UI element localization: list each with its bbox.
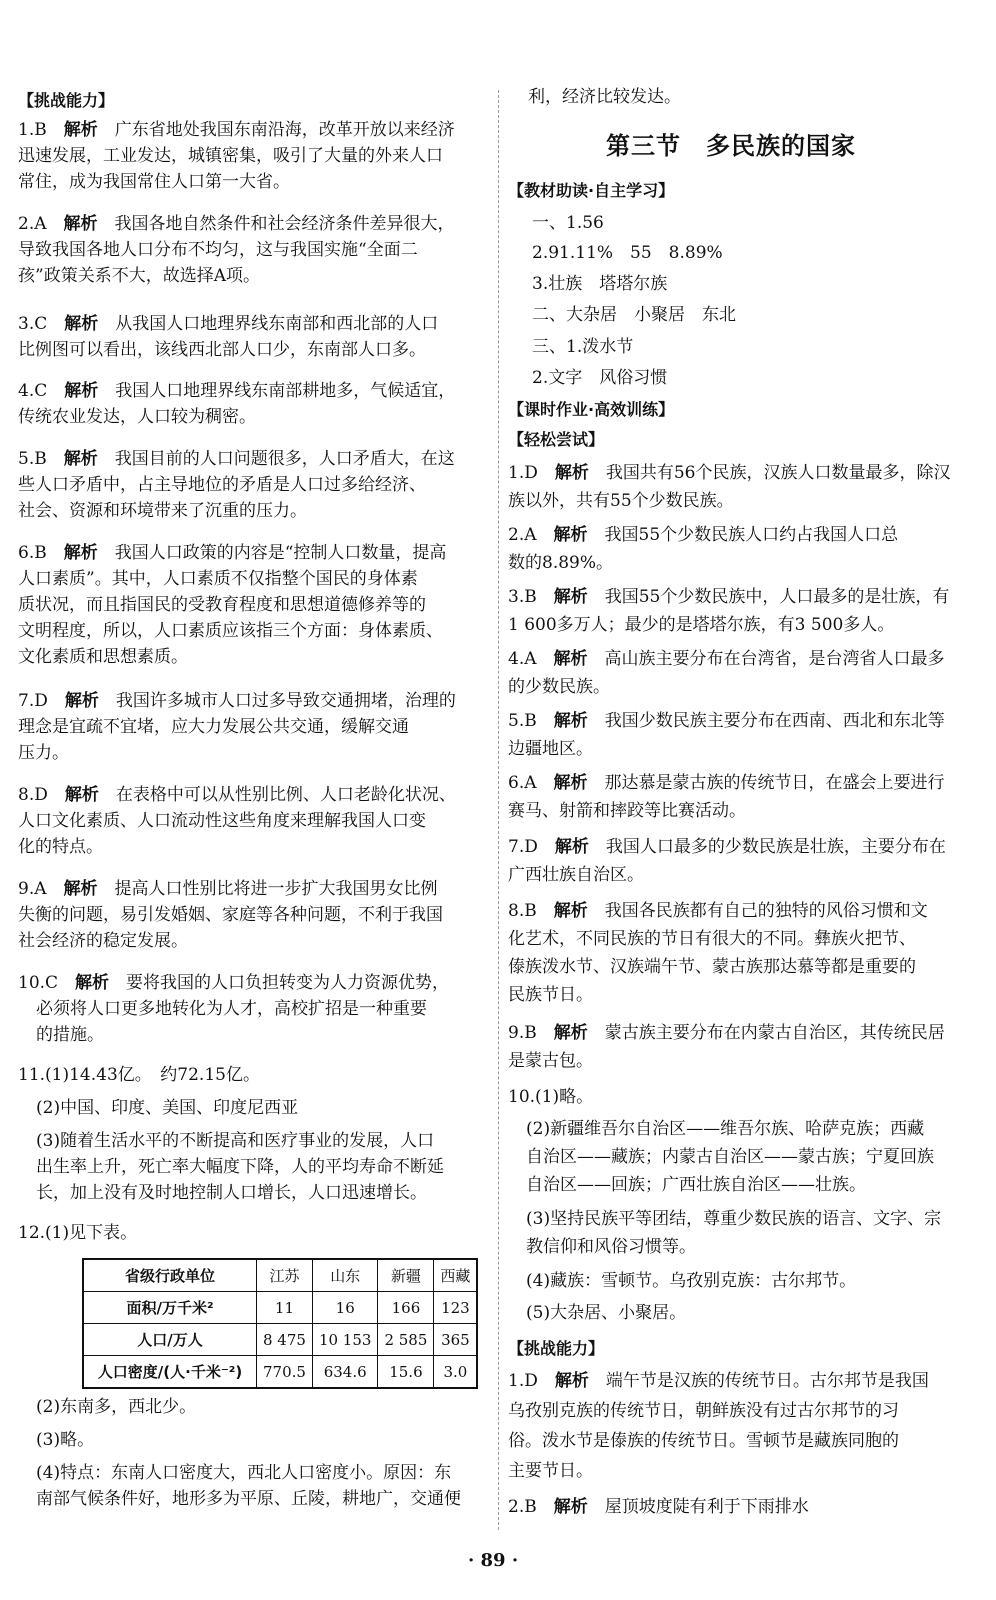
answer-12-part3: (3)略。 [36,1430,95,1450]
answer-6-line: 文化素质和思想素质。 [18,647,188,667]
answer-12-part4-line: 南部气候条件好，地形多为平原、丘陵，耕地广，交通便 [36,1489,461,1509]
answer-3: 3.C 解析 从我国人口地理界线东南部和西北部的人口 [18,314,439,334]
answer-7-line: 理念是宜疏不宜堵，应大力发展公共交通，缓解交通 [18,717,409,737]
answer-5: 5.B 解析 我国目前的人口问题很多，人口矛盾大，在这 [18,449,455,469]
answer-2: 2.A 解析 我国各地自然条件和社会经济条件差异很大， [18,214,455,234]
table-header-cell: 省级行政单位 [83,1259,257,1292]
section-title: 第三节 多民族的国家 [606,132,856,160]
easy-answer-10-part2: (2)新疆维吾尔自治区——维吾尔族、哈萨克族；西藏 [526,1119,925,1139]
answer-8-line: 人口文化素质、人口流动性这些角度来理解我国人口变 [18,811,426,831]
table-cell: 3.0 [434,1356,478,1389]
table-cell: 8 475 [257,1324,313,1356]
easy-answer-10-part5: (5)大杂居、小聚居。 [526,1303,687,1323]
table-cell: 2 585 [378,1324,434,1356]
section-heading-challenge: 【挑战能力】 [508,1339,605,1358]
table-cell: 16 [312,1292,378,1324]
table-row [83,1324,477,1356]
table-row-label: 人口/万人 [83,1324,257,1356]
easy-answer-10-part2-line: 自治区——藏族；内蒙古自治区——蒙古族；宁夏回族 [526,1147,934,1167]
easy-answer-1-line: 族以外，共有55个少数民族。 [508,491,734,511]
textbook-answer: 一、1.56 [532,213,604,233]
easy-answer-1: 1.D 解析 我国共有56个民族，汉族人口数量最多，除汉 [508,463,951,483]
table-cell: 11 [257,1292,313,1324]
challenge-answer-1-line: 主要节日。 [508,1461,593,1481]
easy-answer-8-line: 傣族泼水节、汉族端午节、蒙古族那达慕等都是重要的 [508,957,916,977]
population-table [82,1258,478,1389]
answer-6: 6.B 解析 我国人口政策的内容是“控制人口数量，提高 [18,543,447,563]
table-cell: 634.6 [312,1356,378,1389]
answer-6-line: 人口素质”。其中，人口素质不仅指整个国民的身体素 [18,569,418,589]
easy-answer-5-line: 边疆地区。 [508,739,593,759]
section-heading-easy: 【轻松尝试】 [508,430,605,449]
answer-11-part3-line: 出生率上升，死亡率大幅度下降，人的平均寿命不断延 [36,1157,444,1177]
continued-text: 利，经济比较发达。 [528,87,681,107]
easy-answer-8-line: 民族节日。 [508,985,593,1005]
easy-answer-10-part4: (4)藏族：雪顿节。乌孜别克族：古尔邦节。 [526,1271,857,1291]
answer-7: 7.D 解析 我国许多城市人口过多导致交通拥堵，治理的 [18,691,456,711]
easy-answer-10-part3: (3)坚持民族平等团结，尊重少数民族的语言、文字、宗 [526,1209,942,1229]
easy-answer-2: 2.A 解析 我国55个少数民族人口约占我国人口总 [508,525,899,545]
answer-10-line: 的措施。 [36,1025,104,1045]
answer-1-line: 常住，成为我国常住人口第一大省。 [18,172,290,192]
textbook-answer: 三、1.泼水节 [532,337,634,357]
answer-8: 8.D 解析 在表格中可以从性别比例、人口老龄化状况、 [18,785,456,805]
answer-2-line: 孩”政策关系不大，故选择A项。 [18,266,260,286]
answer-11-part2: (2)中国、印度、美国、印度尼西亚 [36,1098,299,1118]
table-cell: 166 [378,1292,434,1324]
table-header-cell: 西藏 [434,1259,478,1292]
table-cell: 365 [434,1324,478,1356]
easy-answer-4: 4.A 解析 高山族主要分布在台湾省，是台湾省人口最多 [508,649,945,669]
table-header-cell: 山东 [312,1259,378,1292]
answer-1: 1.B 解析 广东省地处我国东南沿海，改革开放以来经济 [18,120,455,140]
answer-7-line: 压力。 [18,743,69,763]
answer-9-line: 社会经济的稳定发展。 [18,931,188,951]
answer-1-line: 迅速发展，工业发达，城镇密集，吸引了大量的外来人口 [18,146,443,166]
answer-5-line: 社会、资源和环境带来了沉重的压力。 [18,501,307,521]
textbook-answer: 2.文字 风俗习惯 [532,368,668,388]
section-heading-textbook: 【教材助读·自主学习】 [508,181,675,200]
page-number: · 89 · [468,1550,519,1571]
answer-9-line: 失衡的问题，易引发婚姻、家庭等各种问题，不利于我国 [18,905,443,925]
easy-answer-9-line: 是蒙古包。 [508,1051,593,1071]
answer-10: 10.C 解析 要将我国的人口负担转变为人力资源优势， [18,973,450,993]
column-divider [498,90,499,1530]
challenge-answer-1-line: 乌孜别克族的传统节日，朝鲜族没有过古尔邦节的习 [508,1401,899,1421]
table-cell: 123 [434,1292,478,1324]
textbook-answer: 3.壮族 塔塔尔族 [532,274,668,294]
easy-answer-7: 7.D 解析 我国人口最多的少数民族是壮族，主要分布在 [508,837,946,857]
easy-answer-10-part1: 10.(1)略。 [508,1087,594,1107]
answer-4: 4.C 解析 我国人口地理界线东南部耕地多，气候适宜， [18,381,456,401]
easy-answer-8: 8.B 解析 我国各民族都有自己的独特的风俗习惯和文 [508,901,928,921]
answer-9: 9.A 解析 提高人口性别比将进一步扩大我国男女比例 [18,879,438,899]
easy-answer-8-line: 化艺术，不同民族的节日有很大的不同。彝族火把节、 [508,929,916,949]
answer-11-part3-line: 长，加上没有及时地控制人口增长，人口迅速增长。 [36,1183,427,1203]
answer-8-line: 化的特点。 [18,837,103,857]
easy-answer-3-line: 1 600多万人；最少的是塔塔尔族，有3 500多人。 [508,615,895,635]
easy-answer-6-line: 赛马、射箭和摔跤等比赛活动。 [508,801,746,821]
table-row-label: 人口密度/(人·千米⁻²) [83,1356,257,1389]
easy-answer-10-part3-line: 教信仰和风俗习惯等。 [526,1237,696,1257]
easy-answer-10-part2-line: 自治区——回族；广西壮族自治区——壮族。 [526,1175,866,1195]
answer-12-part1: 12.(1)见下表。 [18,1223,138,1243]
easy-answer-3: 3.B 解析 我国55个少数民族中，人口最多的是壮族，有 [508,587,950,607]
table-cell: 15.6 [378,1356,434,1389]
textbook-answer: 2.91.11% 55 8.89% [532,243,723,263]
textbook-answer: 二、大杂居 小聚居 东北 [532,305,736,325]
easy-answer-7-line: 广西壮族自治区。 [508,865,644,885]
easy-answer-5: 5.B 解析 我国少数民族主要分布在西南、西北和东北等 [508,711,945,731]
answer-5-line: 些人口矛盾中，占主导地位的矛盾是人口过多给经济、 [18,475,426,495]
challenge-answer-1-line: 俗。泼水节是傣族的传统节日。雪顿节是藏族同胞的 [508,1431,899,1451]
easy-answer-4-line: 的少数民族。 [508,677,610,697]
answer-12-part4: (4)特点：东南人口密度大，西北人口密度小。原因：东 [36,1463,452,1483]
answer-4-line: 传统农业发达，人口较为稠密。 [18,407,256,427]
answer-6-line: 文明程度，所以，人口素质应该指三个方面：身体素质、 [18,621,443,641]
answer-12-part2: (2)东南多，西北少。 [36,1397,197,1417]
table-header-cell: 新疆 [378,1259,434,1292]
table-row-label: 面积/万千米² [83,1292,257,1324]
answer-3-line: 比例图可以看出，该线西北部人口少，东南部人口多。 [18,340,426,360]
challenge-answer-2: 2.B 解析 屋顶坡度陡有利于下雨排水 [508,1497,809,1517]
answer-2-line: 导致我国各地人口分布不均匀，这与我国实施“全面二 [18,240,418,260]
table-cell: 10 153 [312,1324,378,1356]
easy-answer-6: 6.A 解析 那达慕是蒙古族的传统节日，在盛会上要进行 [508,773,945,793]
table-row [83,1292,477,1324]
table-header-row [83,1259,477,1292]
table-header-cell: 江苏 [257,1259,313,1292]
section-heading-challenge: 【挑战能力】 [18,91,115,110]
easy-answer-2-line: 数的8.89%。 [508,553,614,573]
easy-answer-9: 9.B 解析 蒙古族主要分布在内蒙古自治区，其传统民居 [508,1023,945,1043]
section-heading-homework: 【课时作业·高效训练】 [508,400,675,419]
answer-11-part1: 11.(1)14.43亿。 约72.15亿。 [18,1065,260,1085]
answer-11-part3: (3)随着生活水平的不断提高和医疗事业的发展，人口 [36,1131,435,1151]
answer-6-line: 质状况，而且指国民的受教育程度和思想道德修养等的 [18,595,426,615]
table-row [83,1356,477,1389]
challenge-answer-1: 1.D 解析 端午节是汉族的传统节日。古尔邦节是我国 [508,1371,929,1391]
answer-10-line: 必须将人口更多地转化为人才，高校扩招是一种重要 [36,999,427,1019]
table-cell: 770.5 [257,1356,313,1389]
